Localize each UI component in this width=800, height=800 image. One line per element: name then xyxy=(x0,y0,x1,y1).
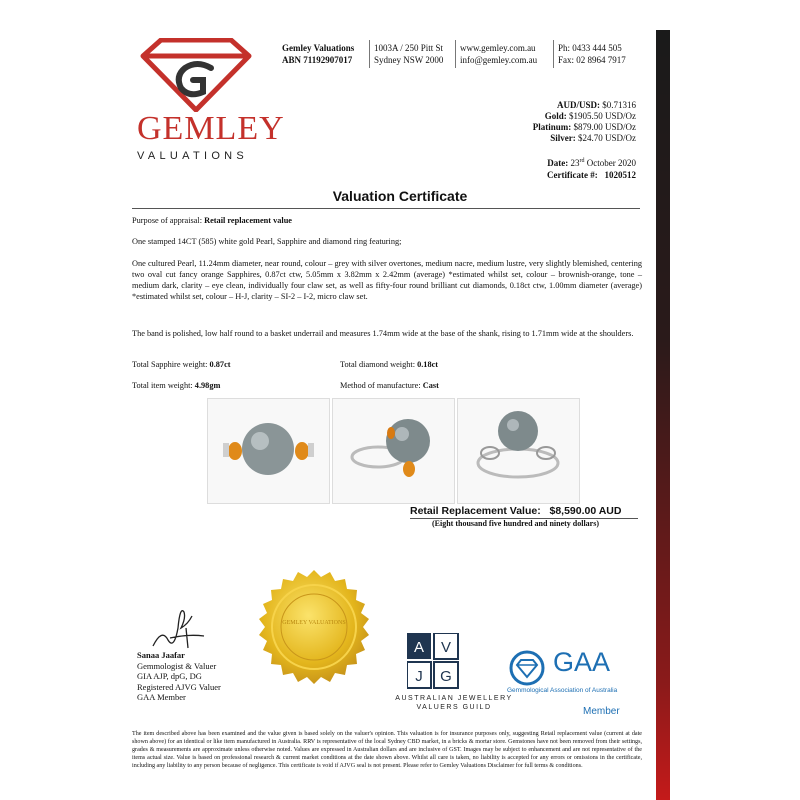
ajvg-letter-g: G xyxy=(440,668,452,685)
brand-name: GEMLEY xyxy=(137,110,285,147)
signatory-title: Gemmologist & Valuer xyxy=(137,660,217,671)
disclaimer-text: The item described above has been examined and the value given is based solely on the valuer's opinion. This valuation is for insurance purposes only, suggesting Retail replacement value (current at date shown above) for an identical or like item manufactured in Australia. RRV is representative of the local Sydney CBD market, in a bricks & mortar store. Gemstones have not been removed from their settings, grades & measurements are approximate unless otherwise noted. Values are expressed in Australian dollars and are inclusive of GST. Images may be subject to enhancement and are not representative of the items actual size. Value is based on professional research & current market conditions at the date shown above. Whilst all care is taken, no liability is accepted for any errors or omissions in the certificate, including any liability to any person because of negligence. This certificate is void if AJVG seal is not present. Please refer to Gemley Valuations Disclaimer for full terms & conditions. xyxy=(132,731,642,769)
page-title: Valuation Certificate xyxy=(332,188,468,204)
signatory-name: Sanaa Jaafar xyxy=(137,650,185,660)
ajvg-letter-a: A xyxy=(413,639,425,656)
certificate-number: Certificate #: 1020512 xyxy=(547,170,636,180)
signatory-block xyxy=(137,650,221,703)
ajvg-logo-icon xyxy=(407,633,459,689)
side-accent-bar xyxy=(656,30,670,800)
price-aud-usd: AUD/USD: $0.71316 xyxy=(556,100,636,110)
ajvg-name-line1: AUSTRALIAN JEWELLERY xyxy=(395,695,513,702)
header-address-line2: Sydney NSW 2000 xyxy=(374,55,444,65)
header-divider xyxy=(369,40,370,68)
header-divider xyxy=(553,40,554,68)
item-description: One cultured Pearl, 11.24mm diameter, near round, colour – grey with silver overtones, medium nacre, medium lustre, very slightly blemished, centering two oval cut fancy orange Sapphires, 0.87ct ctw, 5.05mm x 3.82mm x 2.42mm (average) *estimated whilst set, colour – brownish-orange, tone – medium dark, clarity – eye clean, individually four claw set, as well as fifty-four round brilliant cut diamonds, 0.18ct ctw, 1.00mm diameter (average) *estimated whilst set, colour – H-J, clarity – SI-2 – I-2, micro claw set. xyxy=(132,259,642,301)
header-divider xyxy=(455,40,456,68)
signature-image xyxy=(148,598,208,653)
header-web-block xyxy=(460,42,537,66)
signatory-membership: GAA Member xyxy=(137,692,186,702)
total-diamond-weight: Total diamond weight: 0.18ct xyxy=(340,360,439,369)
method-of-manufacture: Method of manufacture: Cast xyxy=(340,381,439,390)
purpose-line: Purpose of appraisal: Retail replacement value xyxy=(132,216,292,225)
gaa-subtitle: Gemmological Association of Australia xyxy=(507,687,618,694)
price-platinum: Platinum: $879.00 USD/Oz xyxy=(532,122,636,132)
header-abn: ABN 71192907017 xyxy=(282,55,353,65)
item-intro: One stamped 14CT (585) white gold Pearl, Sapphire and diamond ring featuring; xyxy=(132,237,402,246)
band-description: The band is polished, low half round to a basket underrail and measures 1.74mm wide at the base of the shank, rising to 1.71mm wide at the shoulders. xyxy=(132,329,634,338)
header-phone: Ph: 0433 444 505 xyxy=(558,43,622,53)
gemley-logo-icon xyxy=(131,38,261,112)
signatory-credentials: GIA AJP, dpG, DG xyxy=(137,671,202,681)
price-gold: Gold: $1905.50 USD/Oz xyxy=(544,111,636,121)
header-company-block xyxy=(282,42,354,66)
value-in-words: (Eight thousand five hundred and ninety dollars) xyxy=(432,519,600,528)
header-email-link[interactable]: info@gemley.com.au xyxy=(460,55,538,65)
price-silver: Silver: $24.70 USD/Oz xyxy=(550,133,636,143)
retail-replacement-value: Retail Replacement Value: $8,590.00 AUD xyxy=(410,505,622,517)
certificate-meta xyxy=(547,155,636,181)
ajvg-letter-j: J xyxy=(415,668,423,685)
brand-subtitle: VALUATIONS xyxy=(137,150,249,162)
certificate-date: Date: 23rd October 2020 xyxy=(547,158,636,168)
header-fax: Fax: 02 8964 7917 xyxy=(558,55,626,65)
ajvg-name xyxy=(374,694,534,712)
gaa-member-label: Member xyxy=(583,706,620,717)
header-company: Gemley Valuations xyxy=(282,43,355,53)
gold-seal-icon xyxy=(255,568,373,686)
total-item-weight: Total item weight: 4.98gm xyxy=(132,381,221,390)
total-sapphire-weight: Total Sapphire weight: 0.87ct xyxy=(132,360,231,369)
seal-text: GEMLEY VALUATIONS xyxy=(282,620,346,626)
gaa-name: GAA xyxy=(553,647,611,677)
signatory-registration: Registered AJVG Valuer xyxy=(137,681,221,692)
gaa-diamond-icon xyxy=(507,650,547,686)
ring-photo-side xyxy=(332,398,455,504)
header-address-block xyxy=(374,42,443,66)
ajvg-letter-v: V xyxy=(440,639,452,656)
ring-photo-top xyxy=(457,398,580,504)
header-phone-block xyxy=(558,42,626,66)
title-divider xyxy=(132,208,640,209)
header-website-link[interactable]: www.gemley.com.au xyxy=(460,43,536,53)
metal-prices xyxy=(533,100,636,144)
ring-photo-front xyxy=(207,398,330,504)
header-address-line1: 1003A / 250 Pitt St xyxy=(374,43,444,53)
ajvg-name-line2: VALUERS GUILD xyxy=(416,704,492,711)
